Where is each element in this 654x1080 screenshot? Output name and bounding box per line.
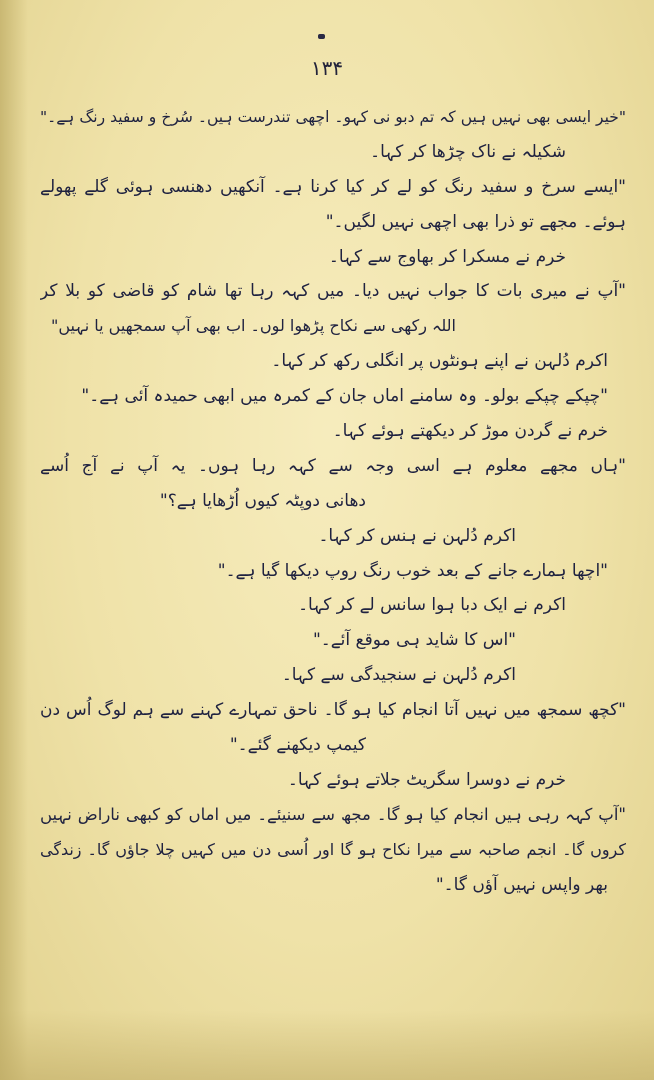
text-line: اکرم دُلہن نے سنجیدگی سے کہا۔ — [281, 665, 516, 686]
text-line: اللہ رکھی سے نکاح پڑھوا لوں۔ اب بھی آپ سمجھیں یا نہیں" — [50, 316, 456, 336]
text-line: شکیلہ نے ناک چڑھا کر کہا۔ — [370, 141, 566, 162]
text-line: "آپ نے میری بات کا جواب نہیں دیا۔ میں کہہ رہا تھا شام کو قاضی کو بلا کر — [40, 281, 626, 302]
text-line: "آپ کہہ رہی ہیں انجام کیا ہو گا۔ مجھ سے سنیئے۔ میں اماں کو کبھی ناراض نہیں — [40, 804, 626, 824]
page-number: ۱۳۴ — [310, 56, 344, 80]
text-line: اکرم دُلہن نے ہنس کر کہا۔ — [318, 525, 516, 546]
text-line: خرم نے دوسرا سگریٹ جلاتے ہوئے کہا۔ — [287, 769, 566, 790]
text-line: دھانی دوپٹہ کیوں اُڑھایا ہے؟" — [159, 490, 366, 511]
text-line: "کچھ سمجھ میں نہیں آتا انجام کیا ہو گا۔ ناحق تمہارے کہنے سے ہم لوگ اُس دن — [40, 700, 626, 721]
text-line: کیمپ دیکھنے گئے۔" — [229, 735, 366, 756]
text-line: "چپکے چپکے بولو۔ وہ سامنے اماں جان کے کمرہ میں ابھی حمیدہ آئی ہے۔" — [81, 386, 608, 407]
text-line: "اچھا ہمارے جانے کے بعد خوب رنگ روپ دیکھا گیا ہے۔" — [217, 560, 608, 581]
text-line: "ہاں مجھے معلوم ہے اسی وجہ سے کہہ رہا ہوں۔ یہ آپ نے آج اُسے — [40, 455, 626, 476]
text-line: "اس کا شاید ہی موقع آئے۔" — [312, 630, 516, 651]
text-line: بھر واپس نہیں آؤں گا۔" — [435, 874, 608, 895]
text-line: "خیر ایسی بھی نہیں ہیں کہ تم دبو نی کہو۔ اچھی تندرست ہیں۔ سُرخ و سفید رنگ ہے۔" — [40, 108, 626, 126]
text-line: "ایسے سرخ و سفید رنگ کو لے کر کیا کرنا ہے۔ آنکھیں دھنسی ہوئی گلے پھولے — [40, 176, 626, 197]
text-line: ہوئے۔ مجھے تو ذرا بھی اچھی نہیں لگیں۔" — [325, 211, 626, 232]
text-line: کروں گا۔ انجم صاحبہ سے میرا نکاح ہو گا اور اُسی دن میں کہیں چلا جاؤں گا۔ زندگی — [40, 839, 626, 859]
text-line: خرم نے گردن موڑ کر دیکھتے ہوئے کہا۔ — [332, 421, 608, 442]
body-text — [40, 100, 626, 902]
ink-mark — [318, 34, 325, 39]
text-line: اکرم دُلہن نے اپنے ہونٹوں پر انگلی رکھ کر کہا۔ — [271, 351, 608, 372]
text-line: اکرم نے ایک دبا ہوا سانس لے کر کہا۔ — [298, 595, 566, 616]
text-line: خرم نے مسکرا کر بھاوج سے کہا۔ — [328, 246, 566, 267]
